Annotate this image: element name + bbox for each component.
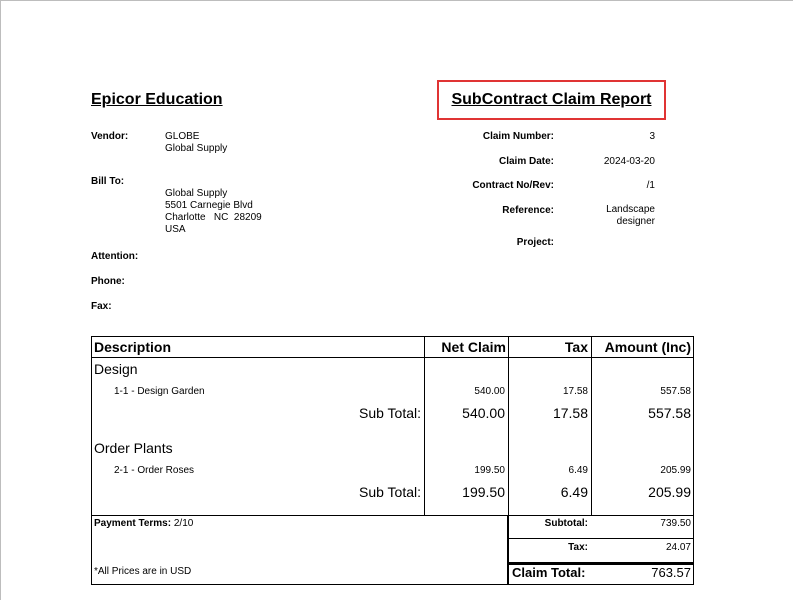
- footer-tax-label: Tax:: [568, 542, 588, 553]
- header-net-claim: Net Claim: [441, 339, 506, 355]
- attention-label: Attention:: [91, 251, 139, 262]
- footer-subtotal-label: Subtotal:: [544, 518, 588, 529]
- contract-label: Contract No/Rev:: [472, 180, 554, 191]
- bill-to-line-3: Charlotte NC 28209: [165, 212, 262, 223]
- line-item-net: 199.50: [474, 465, 505, 476]
- claim-date-label: Claim Date:: [498, 156, 554, 167]
- bill-to-line-2: 5501 Carnegie Blvd: [165, 200, 253, 211]
- group-name: Order Plants: [94, 440, 173, 456]
- bill-to-line-1: Global Supply: [165, 188, 228, 199]
- footer-tax-value: 24.07: [665, 542, 691, 553]
- line-item-amount: 557.58: [660, 386, 691, 397]
- header-divider: [91, 357, 694, 358]
- subtotal-label: Sub Total:: [358, 484, 421, 500]
- bill-to-line-4: USA: [165, 224, 186, 235]
- bill-to-label: Bill To:: [91, 176, 125, 187]
- subtotal-net: 540.00: [462, 405, 505, 421]
- group-name: Design: [94, 361, 138, 377]
- payment-terms: [94, 518, 193, 529]
- line-item-tax: 17.58: [562, 386, 588, 397]
- claim-total-label: Claim Total:: [512, 565, 586, 580]
- reference-label: Reference:: [502, 205, 554, 216]
- line-item-tax: 6.49: [568, 465, 588, 476]
- claim-date: 2024-03-20: [603, 156, 655, 167]
- subtotal-tax: 6.49: [560, 484, 588, 500]
- header-description: Description: [94, 339, 172, 355]
- payment-terms-value: 2/10: [173, 518, 194, 529]
- claim-number-label: Claim Number:: [482, 131, 554, 142]
- claim-number: 3: [649, 131, 655, 142]
- line-item-amount: 205.99: [660, 465, 691, 476]
- contract-value: /1: [646, 180, 655, 191]
- footer-subtotal-value: 739.50: [660, 518, 691, 529]
- payment-terms-label: Payment Terms:: [94, 518, 172, 529]
- header-tax: Tax: [564, 339, 588, 355]
- subtotal-amount: 557.58: [648, 405, 691, 421]
- subtotal-tax: 17.58: [552, 405, 588, 421]
- line-item-description: 2-1 - Order Roses: [114, 465, 195, 476]
- vendor-label: Vendor:: [91, 131, 129, 142]
- phone-label: Phone:: [91, 276, 125, 287]
- subtotal-amount: 205.99: [648, 484, 691, 500]
- line-item-net: 540.00: [474, 386, 505, 397]
- reference-line-2: designer: [616, 216, 655, 227]
- reference-line-1: Landscape: [606, 204, 655, 215]
- project-label: Project:: [516, 237, 554, 248]
- claim-total-value: 763.57: [651, 565, 691, 580]
- subtotal-net: 199.50: [462, 484, 505, 500]
- report-title: SubContract Claim Report: [451, 91, 652, 108]
- company-name: Epicor Education: [91, 91, 223, 108]
- vendor-name: Global Supply: [165, 143, 228, 154]
- prices-note: *All Prices are in USD: [94, 566, 192, 577]
- line-item-description: 1-1 - Design Garden: [114, 386, 205, 397]
- report-title-box: [437, 80, 666, 120]
- header-amount: Amount (Inc): [604, 339, 691, 355]
- fax-label: Fax:: [91, 301, 112, 312]
- subtotal-label: Sub Total:: [358, 405, 421, 421]
- vendor-id: GLOBE: [165, 131, 200, 142]
